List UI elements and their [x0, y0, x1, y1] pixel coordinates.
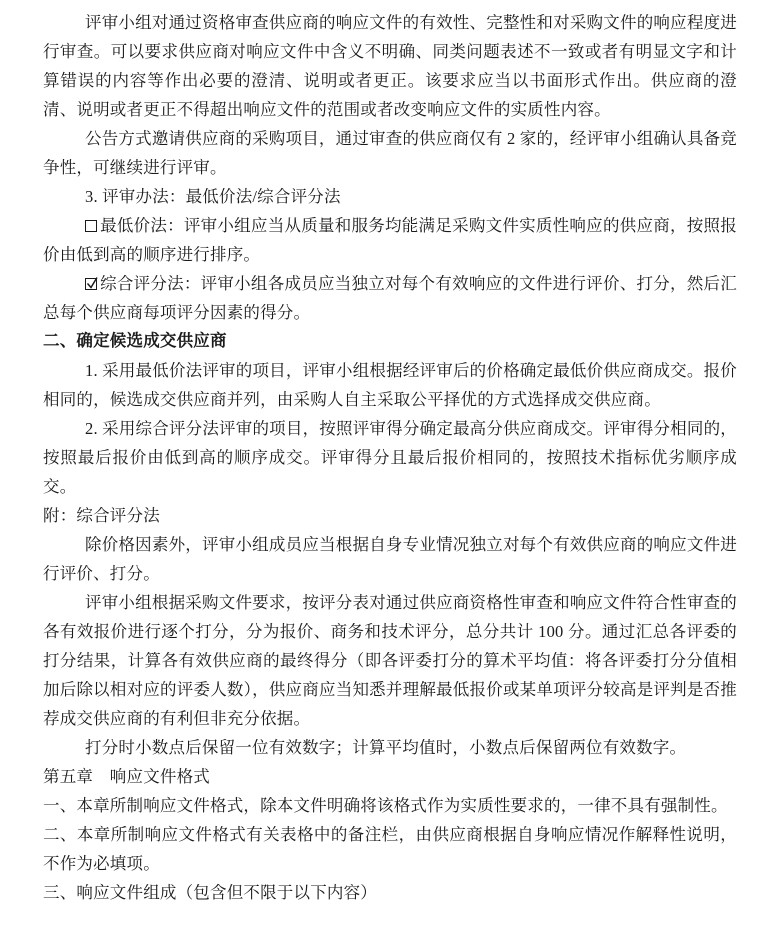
paragraph-text: 除价格因素外，评审小组成员应当根据自身专业情况独立对每个有效供应商的响应文件进行评价、打分。 [43, 535, 737, 583]
paragraph-text: 评审小组根据采购文件要求，按评分表对通过供应商资格性审查和响应文件符合性审查的各有效报价进行逐个打分，分为报价、商务和技术评分，总分共计 100 分。通过汇总各评委的打分结果，计算各有效供应商的最终得分（即各评委打分的算术平均值：将各评委打分分值相加后除以相对应的评委人数），供应商应当知悉并理解最低报价或某单项评分较高是评判是否推荐成交供应商的有利但非充分依据。 [43, 593, 737, 728]
section-heading-candidate-suppliers [43, 327, 737, 356]
paragraph-lowest-price-method [43, 211, 737, 269]
paragraph-text: 评审小组对通过资格审查供应商的响应文件的有效性、完整性和对采购文件的响应程度进行审查。可以要求供应商对响应文件中含义不明确、同类问题表述不一致或者有明显文字和计算错误的内容等作出必要的澄清、说明或者更正。该要求应当以书面形式作出。供应商的澄清、说明或者更正不得超出响应文件的范围或者改变响应文件的实质性内容。 [43, 13, 737, 119]
chapter-heading [43, 762, 737, 791]
item-remarks-column [43, 820, 737, 878]
label-attachment-scoring-method [43, 501, 737, 530]
paragraph-lowest-price-award [43, 356, 737, 414]
paragraph-scoring-process [43, 588, 737, 733]
paragraph-text: 打分时小数点后保留一位有效数字；计算平均值时，小数点后保留两位有效数字。 [85, 738, 687, 757]
paragraph-text: 综合评分法：评审小组各成员应当独立对每个有效响应的文件进行评价、打分，然后汇总每个供应商每项评分因素的得分。 [43, 274, 737, 322]
paragraph-review-scope [43, 8, 737, 124]
paragraph-text: 一、本章所制响应文件格式，除本文件明确将该格式作为实质性要求的，一律不具有强制性。 [43, 796, 728, 815]
paragraph-text: 1. 采用最低价法评审的项目，评审小组根据经评审后的价格确定最低价供应商成交。报价相同的，候选成交供应商并列，由采购人自主采取公平择优的方式选择成交供应商。 [43, 361, 737, 409]
paragraph-comprehensive-scoring-award [43, 414, 737, 501]
item-response-document-composition [43, 878, 737, 907]
paragraph-text: 公告方式邀请供应商的采购项目，通过审查的供应商仅有 2 家的，经评审小组确认具备竞争性，可继续进行评审。 [43, 129, 737, 177]
paragraph-independent-scoring [43, 530, 737, 588]
check-mark-icon [86, 277, 98, 290]
paragraph-text: 2. 采用综合评分法评审的项目，按照评审得分确定最高分供应商成交。评审得分相同的，按照最后报价由低到高的顺序成交。评审得分且最后报价相同的，按照技术指标优劣顺序成交。 [43, 419, 737, 496]
paragraph-two-suppliers [43, 124, 737, 182]
paragraph-decimal-rules [43, 733, 737, 762]
paragraph-text: 3. 评审办法：最低价法/综合评分法 [85, 187, 341, 206]
checkbox-checked-icon [85, 278, 97, 290]
item-evaluation-method [43, 182, 737, 211]
paragraph-text: 附：综合评分法 [43, 506, 160, 525]
checkbox-unchecked-icon [85, 220, 97, 232]
chapter-heading-text: 第五章 响应文件格式 [43, 767, 210, 786]
paragraph-text: 最低价法：评审小组应当从质量和服务均能满足采购文件实质性响应的供应商，按照报价由低到高的顺序进行排序。 [43, 216, 737, 264]
heading-text: 二、确定候选成交供应商 [43, 332, 227, 350]
paragraph-text: 二、本章所制响应文件格式有关表格中的备注栏，由供应商根据自身响应情况作解释性说明，不作为必填项。 [43, 825, 737, 873]
paragraph-text: 三、响应文件组成（包含但不限于以下内容） [43, 883, 377, 902]
item-format-not-mandatory [43, 791, 737, 820]
paragraph-comprehensive-scoring-method [43, 269, 737, 327]
